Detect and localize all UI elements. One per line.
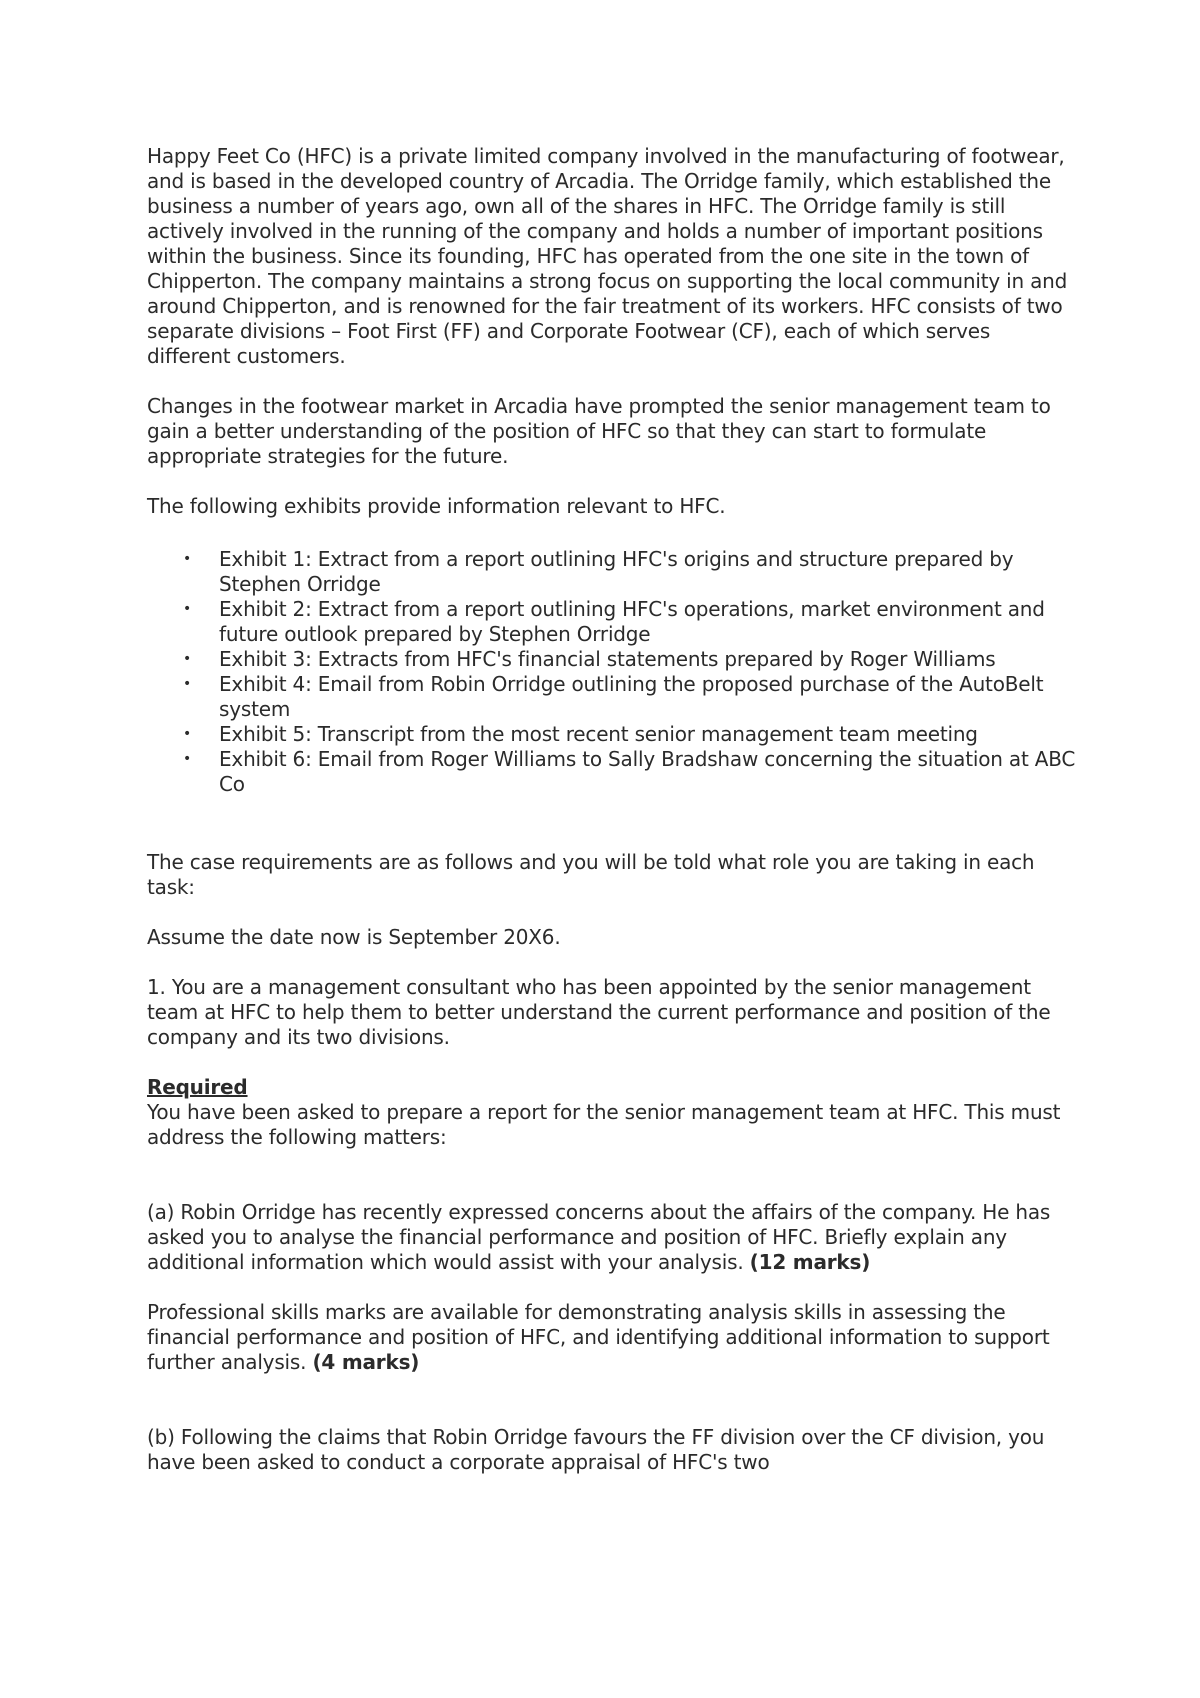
list-item bbox=[147, 747, 1077, 797]
required-text: You have been asked to prepare a report for the senior management team at HFC. This must address the following matters: bbox=[147, 1100, 1061, 1149]
bullet-icon: • bbox=[183, 551, 192, 567]
document-page bbox=[147, 144, 1077, 1475]
bullet-icon: • bbox=[183, 651, 192, 667]
list-item bbox=[147, 597, 1077, 647]
exhibit-text: Exhibit 4: Email from Robin Orridge outlining the proposed purchase of the AutoBelt system bbox=[219, 672, 1044, 721]
bullet-icon: • bbox=[183, 676, 192, 692]
exhibits-intro: The following exhibits provide information relevant to HFC. bbox=[147, 494, 726, 518]
part-a-paragraph bbox=[147, 1200, 1077, 1275]
professional-skills-marks: (4 marks) bbox=[312, 1350, 420, 1374]
required-heading: Required bbox=[147, 1075, 248, 1099]
task-1-paragraph: 1. You are a management consultant who has been appointed by the senior management team at HFC to help them to better understand the current performance and position of the company and its two divisions. bbox=[147, 975, 1051, 1049]
list-item bbox=[147, 647, 1077, 672]
part-a-marks: (12 marks) bbox=[749, 1250, 871, 1274]
part-a-text: (a) Robin Orridge has recently expressed concerns about the affairs of the company. He has asked you to analyse the financial performance and position of HFC. Briefly explain any additional information which would assist with your analysis. bbox=[147, 1200, 1051, 1274]
list-item bbox=[147, 672, 1077, 722]
part-b-paragraph: (b) Following the claims that Robin Orridge favours the FF division over the CF division, you have been asked to conduct a corporate appraisal of HFC's two bbox=[147, 1425, 1045, 1474]
exhibit-text: Exhibit 1: Extract from a report outlining HFC's origins and structure prepared by Stephen Orridge bbox=[219, 547, 1014, 596]
professional-skills-text: Professional skills marks are available for demonstrating analysis skills in assessing the financial performance and position of HFC, and identifying additional information to support further analysis. bbox=[147, 1300, 1050, 1374]
exhibit-text: Exhibit 5: Transcript from the most recent senior management team meeting bbox=[219, 722, 978, 746]
bullet-icon: • bbox=[183, 726, 192, 742]
intro-paragraph: Happy Feet Co (HFC) is a private limited company involved in the manufacturing of footwear, and is based in the developed country of Arcadia. The Orridge family, which established the business a number of years ago, own all of the shares in HFC. The Orridge family is still actively involved in the running of the company and holds a number of important positions within the business. Since its founding, HFC has operated from the one site in the town of Chipperton. The company maintains a strong focus on supporting the local community in and around Chipperton, and is renowned for the fair treatment of its workers. HFC consists of two separate divisions – Foot First (FF) and Corporate Footwear (CF), each of which serves different customers. bbox=[147, 144, 1068, 368]
exhibits-list bbox=[147, 547, 1077, 797]
exhibit-text: Exhibit 2: Extract from a report outlining HFC's operations, market environment and future outlook prepared by Stephen Orridge bbox=[219, 597, 1045, 646]
case-requirements-paragraph: The case requirements are as follows and you will be told what role you are taking in each task: bbox=[147, 850, 1035, 899]
bullet-icon: • bbox=[183, 601, 192, 617]
market-changes-paragraph: Changes in the footwear market in Arcadia have prompted the senior management team to gain a better understanding of the position of HFC so that they can start to formulate appropriate strategies for the future. bbox=[147, 394, 1051, 468]
assume-date-paragraph: Assume the date now is September 20X6. bbox=[147, 925, 561, 949]
exhibit-text: Exhibit 3: Extracts from HFC's financial statements prepared by Roger Williams bbox=[219, 647, 996, 671]
exhibit-text: Exhibit 6: Email from Roger Williams to Sally Bradshaw concerning the situation at ABC Co bbox=[219, 747, 1076, 796]
professional-skills-paragraph bbox=[147, 1300, 1077, 1375]
bullet-icon: • bbox=[183, 751, 192, 767]
list-item bbox=[147, 722, 1077, 747]
list-item bbox=[147, 547, 1077, 597]
